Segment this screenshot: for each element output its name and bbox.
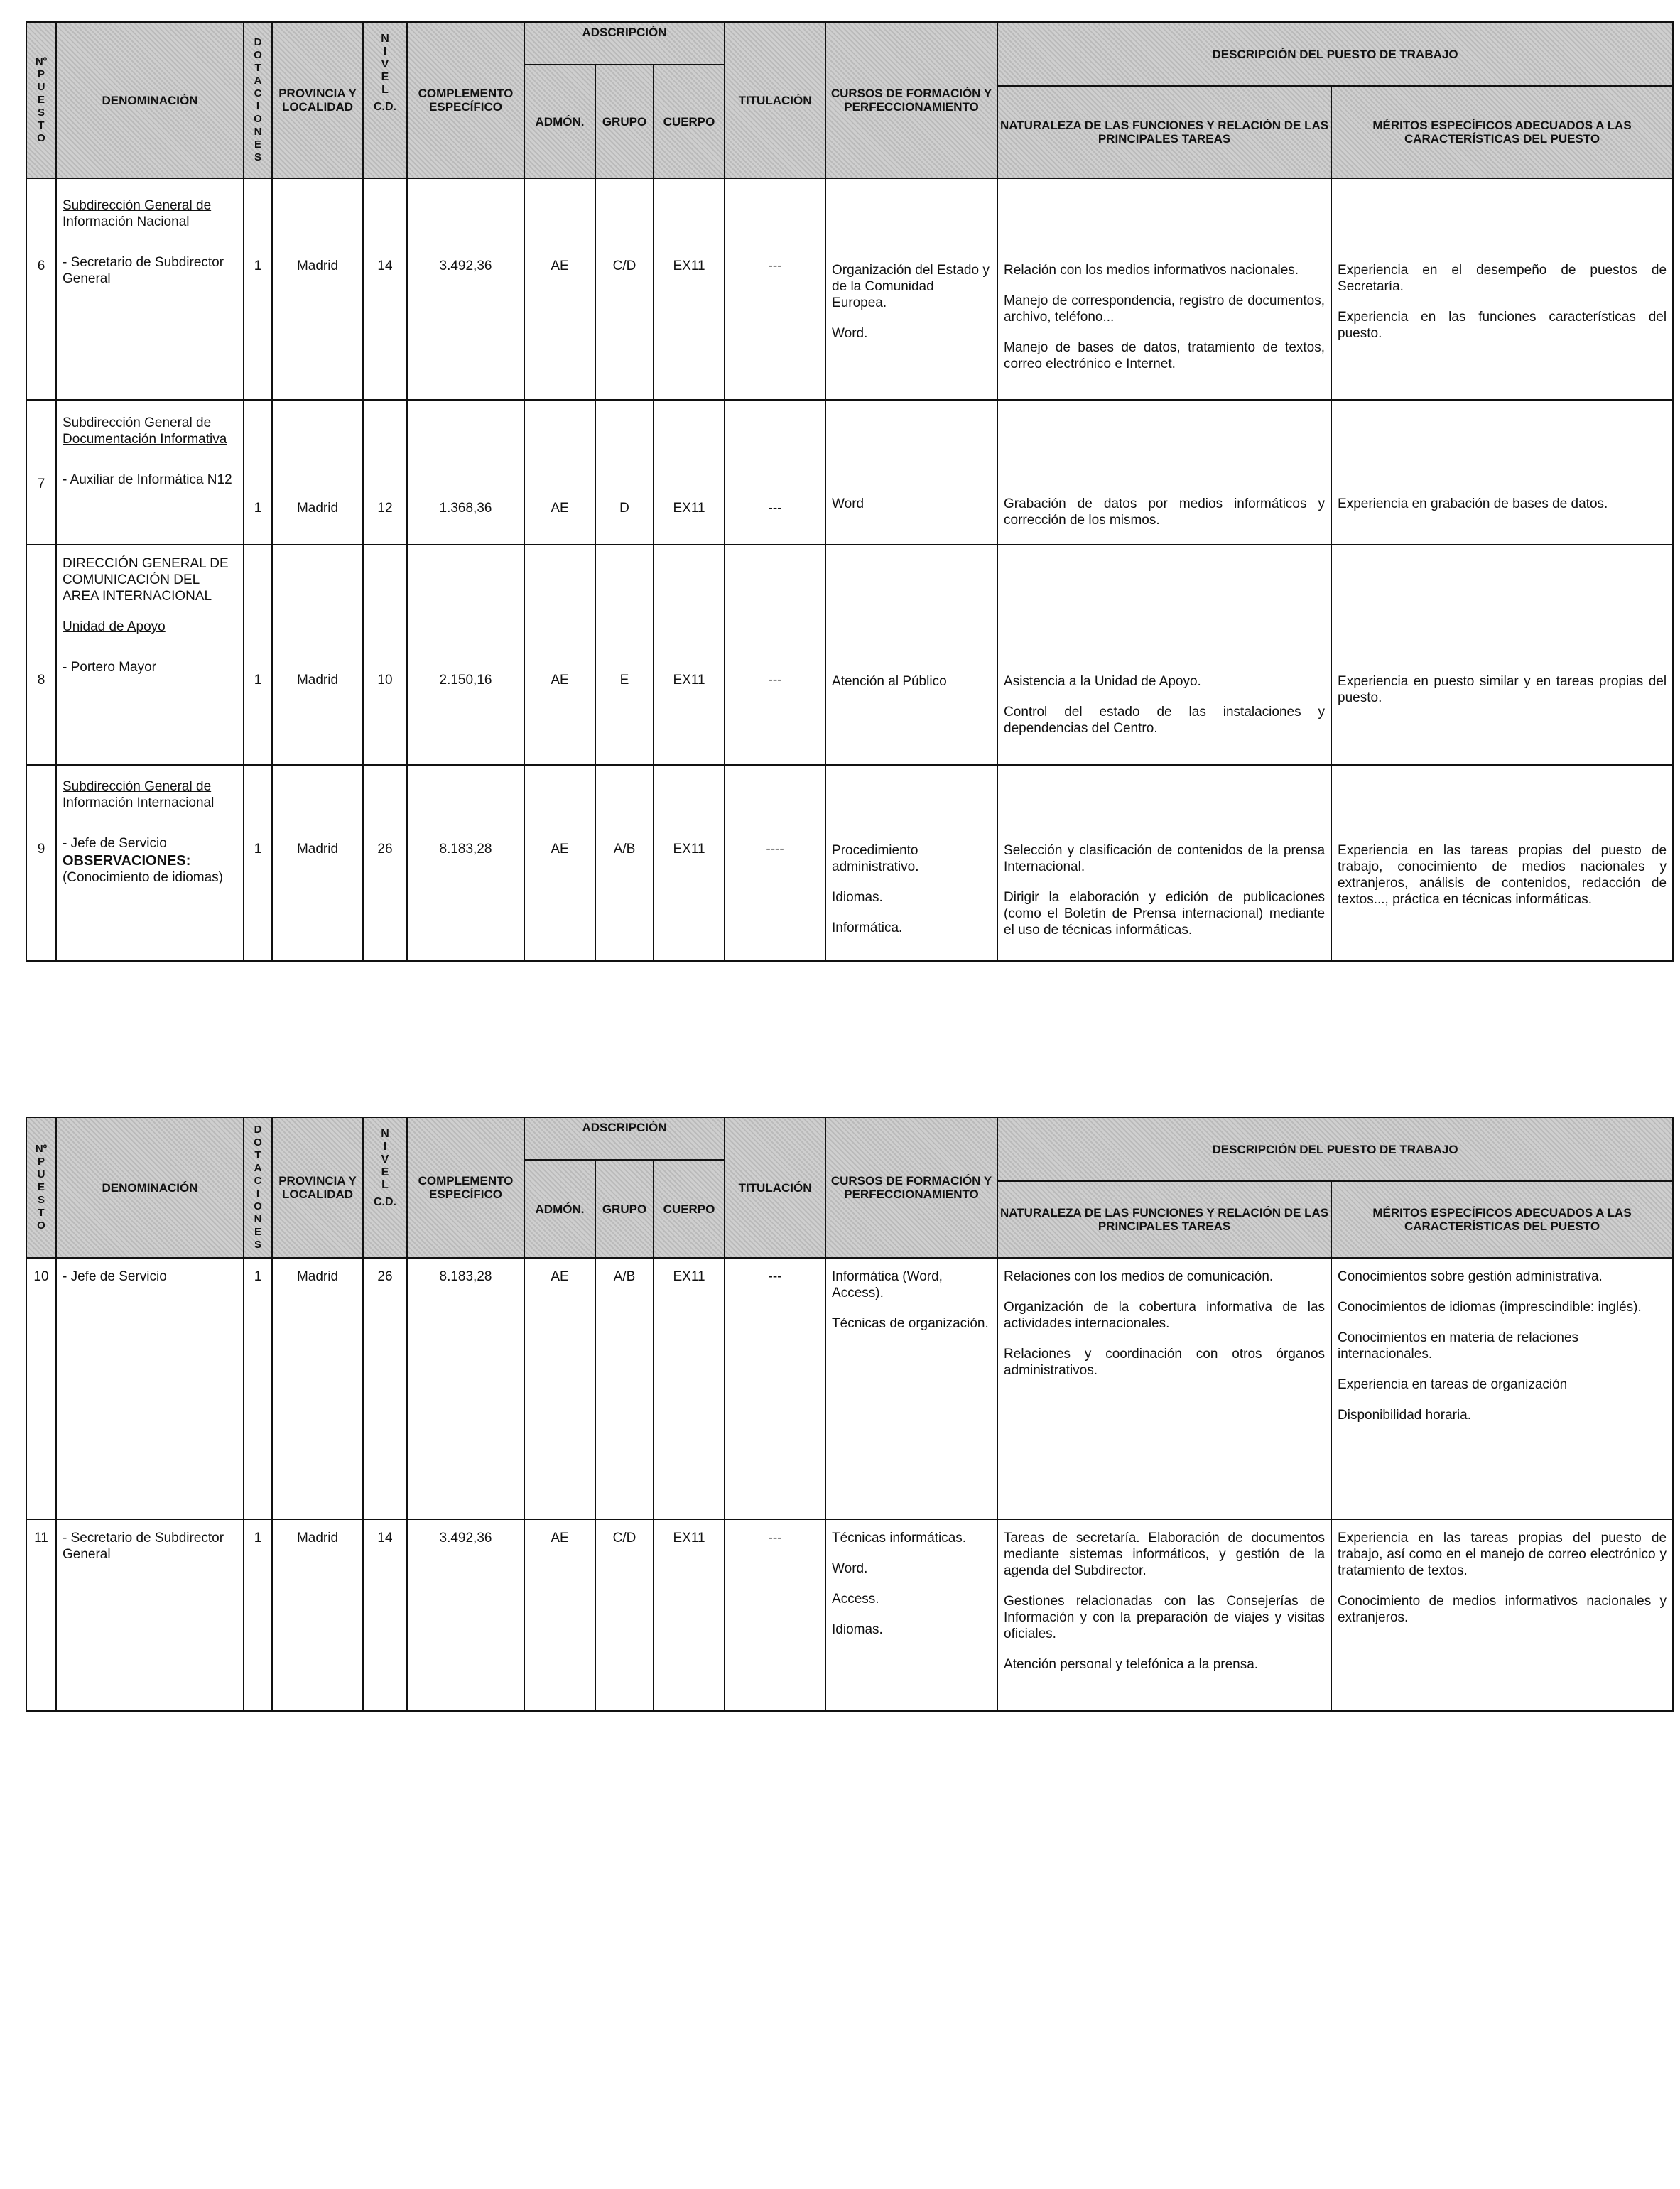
- rpt-table-2: [26, 1117, 1674, 1712]
- merito-item: Conocimientos de idiomas (imprescindible: inglés).: [1338, 1300, 1642, 1315]
- curso-item: Técnicas informáticas.: [832, 1531, 967, 1546]
- curso-item: Atención al Público: [832, 674, 947, 689]
- admon-cell: AE: [524, 545, 595, 765]
- nivel-cell: 26: [363, 765, 407, 961]
- header-titulacion: TITULACIÓN: [725, 22, 825, 178]
- localidad-cell: Madrid: [272, 178, 363, 400]
- curso-item: Técnicas de organización.: [832, 1316, 989, 1331]
- cuerpo-cell: EX11: [654, 1258, 725, 1519]
- localidad-cell: Madrid: [272, 765, 363, 961]
- naturaleza-item: Gestiones relacionadas con las Consejerías de Información y con la preparación de viajes y visitas oficiales.: [1004, 1594, 1326, 1641]
- curso-item: Idiomas.: [832, 1622, 883, 1637]
- header-meritos: MÉRITOS ESPECÍFICOS ADECUADOS A LAS CARACTERÍSTICAS DEL PUESTO: [1331, 86, 1673, 178]
- titulacion-cell: ---: [725, 400, 825, 545]
- post-name: - Auxiliar de Informática N12: [63, 472, 232, 487]
- nivel-cell: 14: [363, 178, 407, 400]
- denominacion-cell: [56, 765, 244, 961]
- cursos-cell: [825, 1519, 997, 1711]
- merito-item: Experiencia en las tareas propias del puesto de trabajo, así como en el manejo de correo electrónico y tratamiento de textos.: [1338, 1531, 1667, 1578]
- admon-cell: AE: [524, 1258, 595, 1519]
- row-number: 8: [26, 545, 56, 765]
- titulacion-cell: ---: [725, 178, 825, 400]
- header-n-puesto: Nº P U E S T O: [26, 1117, 56, 1258]
- complemento-cell: 8.183,28: [407, 765, 524, 961]
- header-cuerpo: CUERPO: [654, 65, 725, 178]
- merito-item: Experiencia en las funciones características del puesto.: [1338, 310, 1667, 341]
- table-header: [26, 22, 1673, 178]
- merito-item: Experiencia en las tareas propias del puesto de trabajo, conocimiento de medios nacionales y extranjeros, análisis de contenidos, redacción de textos..., práctica en técnicas informáticas.: [1338, 843, 1667, 907]
- naturaleza-cell: [997, 178, 1331, 400]
- header-complemento: COMPLEMENTO ESPECÍFICO: [407, 1117, 524, 1258]
- meritos-cell: [1331, 178, 1673, 400]
- grupo-cell: D: [595, 400, 654, 545]
- complemento-cell: 1.368,36: [407, 400, 524, 545]
- titulacion-cell: ---: [725, 1258, 825, 1519]
- subdivision-title: Subdirección General de Documentación Informativa: [63, 415, 227, 447]
- cursos-cell: [825, 400, 997, 545]
- grupo-cell: C/D: [595, 178, 654, 400]
- complemento-cell: 2.150,16: [407, 545, 524, 765]
- header-provincia: PROVINCIA Y LOCALIDAD: [272, 22, 363, 178]
- merito-item: Experiencia en puesto similar y en tareas propias del puesto.: [1338, 674, 1667, 705]
- naturaleza-item: Tareas de secretaría. Elaboración de documentos mediante sistemas informáticos, y gestión de la agenda del Subdirector.: [1004, 1531, 1326, 1578]
- table-row: [26, 1258, 1673, 1519]
- naturaleza-item: Relaciones con los medios de comunicación.: [1004, 1269, 1274, 1284]
- naturaleza-item: Selección y clasificación de contenidos de la prensa Internacional.: [1004, 843, 1326, 874]
- naturaleza-item: Asistencia a la Unidad de Apoyo.: [1004, 674, 1201, 689]
- header-provincia: PROVINCIA Y LOCALIDAD: [272, 1117, 363, 1258]
- cursos-cell: [825, 765, 997, 961]
- dotaciones-cell: 1: [244, 545, 272, 765]
- naturaleza-cell: [997, 545, 1331, 765]
- admon-cell: AE: [524, 178, 595, 400]
- denominacion-cell: [56, 400, 244, 545]
- row-number: 7: [26, 400, 56, 545]
- subdivision-title: Subdirección General de Información Nacional: [63, 198, 212, 229]
- header-cuerpo: CUERPO: [654, 1160, 725, 1258]
- merito-item: Experiencia en el desempeño de puestos de Secretaría.: [1338, 263, 1667, 294]
- cuerpo-cell: EX11: [654, 765, 725, 961]
- admon-cell: AE: [524, 1519, 595, 1711]
- nivel-cell: 10: [363, 545, 407, 765]
- post-name: - Portero Mayor: [63, 660, 156, 675]
- nivel-cell: 14: [363, 1519, 407, 1711]
- cuerpo-cell: EX11: [654, 545, 725, 765]
- header-naturaleza: NATURALEZA DE LAS FUNCIONES Y RELACIÓN DE LAS PRINCIPALES TAREAS: [997, 1181, 1331, 1258]
- naturaleza-item: Control del estado de las instalaciones y dependencias del Centro.: [1004, 705, 1326, 736]
- complemento-cell: 3.492,36: [407, 1519, 524, 1711]
- dotaciones-cell: 1: [244, 765, 272, 961]
- header-complemento: COMPLEMENTO ESPECÍFICO: [407, 22, 524, 178]
- cuerpo-cell: EX11: [654, 1519, 725, 1711]
- table-row: [26, 1519, 1673, 1711]
- post-name: - Secretario de Subdirector General: [63, 1531, 224, 1562]
- complemento-cell: 8.183,28: [407, 1258, 524, 1519]
- merito-item: Experiencia en tareas de organización: [1338, 1377, 1568, 1392]
- header-nivel: N I V E L C.D.: [363, 1117, 407, 1258]
- naturaleza-cell: [997, 1258, 1331, 1519]
- localidad-cell: Madrid: [272, 1258, 363, 1519]
- header-denominacion: DENOMINACIÓN: [56, 22, 244, 178]
- table-row: [26, 400, 1673, 545]
- curso-item: Word: [832, 496, 865, 511]
- naturaleza-item: Grabación de datos por medios informáticos y corrección de los mismos.: [1004, 496, 1326, 528]
- header-grupo: GRUPO: [595, 65, 654, 178]
- rpt-table-1: [26, 21, 1674, 962]
- header-adscripcion: ADSCRIPCIÓN: [524, 1117, 725, 1160]
- curso-item: Organización del Estado y de la Comunidad Europea.: [832, 263, 990, 310]
- cursos-cell: [825, 545, 997, 765]
- denominacion-cell: [56, 1519, 244, 1711]
- post-name: - Jefe de Servicio: [63, 836, 167, 851]
- naturaleza-item: Organización de la cobertura informativa de las actividades internacionales.: [1004, 1300, 1326, 1331]
- merito-item: Experiencia en grabación de bases de datos.: [1338, 496, 1608, 511]
- header-denominacion: DENOMINACIÓN: [56, 1117, 244, 1258]
- denominacion-cell: [56, 178, 244, 400]
- curso-item: Idiomas.: [832, 890, 883, 905]
- localidad-cell: Madrid: [272, 545, 363, 765]
- titulacion-cell: ---: [725, 1519, 825, 1711]
- header-grupo: GRUPO: [595, 1160, 654, 1258]
- header-meritos: MÉRITOS ESPECÍFICOS ADECUADOS A LAS CARACTERÍSTICAS DEL PUESTO: [1331, 1181, 1673, 1258]
- observaciones-text: (Conocimiento de idiomas): [63, 870, 223, 885]
- table-row: [26, 178, 1673, 400]
- cuerpo-cell: EX11: [654, 178, 725, 400]
- subdivision-title: Unidad de Apoyo: [63, 619, 166, 634]
- table-row: [26, 545, 1673, 765]
- dotaciones-cell: 1: [244, 1258, 272, 1519]
- header-n-puesto: Nº P U E S T O: [26, 22, 56, 178]
- meritos-cell: [1331, 1258, 1673, 1519]
- nivel-cell: 26: [363, 1258, 407, 1519]
- subdivision-title: Subdirección General de Información Internacional: [63, 779, 215, 810]
- direccion-title: DIRECCIÓN GENERAL DE COMUNICACIÓN DEL AREA INTERNACIONAL: [63, 556, 229, 604]
- grupo-cell: E: [595, 545, 654, 765]
- cuerpo-cell: EX11: [654, 400, 725, 545]
- row-number: 6: [26, 178, 56, 400]
- header-dotaciones: D O T A C I O N E S: [244, 22, 272, 178]
- row-number: 10: [26, 1258, 56, 1519]
- header-admon: ADMÓN.: [524, 1160, 595, 1258]
- observaciones-label: OBSERVACIONES:: [63, 853, 191, 869]
- dotaciones-cell: 1: [244, 400, 272, 545]
- admon-cell: AE: [524, 765, 595, 961]
- denominacion-cell: [56, 1258, 244, 1519]
- localidad-cell: Madrid: [272, 1519, 363, 1711]
- titulacion-cell: ---: [725, 545, 825, 765]
- naturaleza-item: Dirigir la elaboración y edición de publicaciones (como el Boletín de Prensa internacional) mediante el uso de técnicas informáticas.: [1004, 890, 1326, 938]
- header-nivel: N I V E L C.D.: [363, 22, 407, 178]
- post-name: - Jefe de Servicio: [63, 1269, 167, 1284]
- titulacion-cell: ----: [725, 765, 825, 961]
- merito-item: Disponibilidad horaria.: [1338, 1408, 1472, 1423]
- admon-cell: AE: [524, 400, 595, 545]
- cursos-cell: [825, 178, 997, 400]
- cursos-cell: [825, 1258, 997, 1519]
- complemento-cell: 3.492,36: [407, 178, 524, 400]
- header-descripcion: DESCRIPCIÓN DEL PUESTO DE TRABAJO: [997, 22, 1673, 86]
- post-name: - Secretario de Subdirector General: [63, 255, 224, 286]
- grupo-cell: A/B: [595, 765, 654, 961]
- naturaleza-cell: [997, 1519, 1331, 1711]
- curso-item: Procedimiento administrativo.: [832, 843, 919, 874]
- grupo-cell: C/D: [595, 1519, 654, 1711]
- row-number: 9: [26, 765, 56, 961]
- curso-item: Word.: [832, 1561, 868, 1576]
- table-header: [26, 1117, 1673, 1258]
- header-cursos: CURSOS DE FORMACIÓN Y PERFECCIONAMIENTO: [825, 1117, 997, 1258]
- dotaciones-cell: 1: [244, 178, 272, 400]
- naturaleza-cell: [997, 765, 1331, 961]
- header-admon: ADMÓN.: [524, 65, 595, 178]
- naturaleza-item: Relaciones y coordinación con otros órganos administrativos.: [1004, 1347, 1326, 1378]
- meritos-cell: [1331, 545, 1673, 765]
- merito-item: Conocimiento de medios informativos nacionales y extranjeros.: [1338, 1594, 1667, 1625]
- header-naturaleza: NATURALEZA DE LAS FUNCIONES Y RELACIÓN DE LAS PRINCIPALES TAREAS: [997, 86, 1331, 178]
- naturaleza-item: Atención personal y telefónica a la prensa.: [1004, 1657, 1259, 1672]
- merito-item: Conocimientos sobre gestión administrativa.: [1338, 1269, 1603, 1284]
- curso-item: Informática (Word, Access).: [832, 1269, 943, 1300]
- meritos-cell: [1331, 1519, 1673, 1711]
- denominacion-cell: [56, 545, 244, 765]
- row-number: 11: [26, 1519, 56, 1711]
- merito-item: Conocimientos en materia de relaciones internacionales.: [1338, 1330, 1579, 1362]
- localidad-cell: Madrid: [272, 400, 363, 545]
- naturaleza-item: Manejo de correspondencia, registro de documentos, archivo, teléfono...: [1004, 293, 1326, 325]
- curso-item: Word.: [832, 326, 868, 341]
- header-cursos: CURSOS DE FORMACIÓN Y PERFECCIONAMIENTO: [825, 22, 997, 178]
- dotaciones-cell: 1: [244, 1519, 272, 1711]
- header-adscripcion: ADSCRIPCIÓN: [524, 22, 725, 65]
- grupo-cell: A/B: [595, 1258, 654, 1519]
- curso-item: Informática.: [832, 920, 903, 935]
- header-descripcion: DESCRIPCIÓN DEL PUESTO DE TRABAJO: [997, 1117, 1673, 1181]
- meritos-cell: [1331, 400, 1673, 545]
- naturaleza-item: Relación con los medios informativos nacionales.: [1004, 263, 1299, 278]
- meritos-cell: [1331, 765, 1673, 961]
- naturaleza-item: Manejo de bases de datos, tratamiento de textos, correo electrónico e Internet.: [1004, 340, 1326, 371]
- curso-item: Access.: [832, 1592, 879, 1607]
- naturaleza-cell: [997, 400, 1331, 545]
- header-dotaciones: D O T A C I O N E S: [244, 1117, 272, 1258]
- table-row: [26, 765, 1673, 961]
- header-titulacion: TITULACIÓN: [725, 1117, 825, 1258]
- nivel-cell: 12: [363, 400, 407, 545]
